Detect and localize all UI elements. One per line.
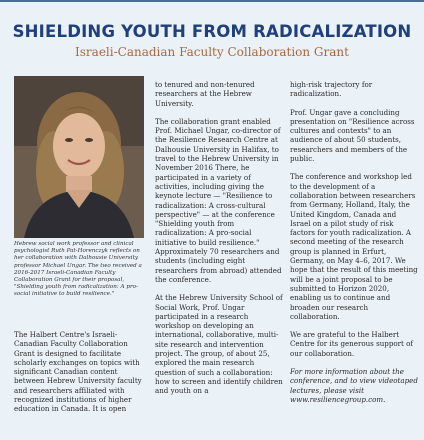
paragraph: The Halbert Centre's Israeli-Canadian Faculty Collaboration Grant is designed to facilitate scholarly exchanges on topics with significant Canadian content between Hebrew University faculty and researchers affiliated with recognized institutions of higher education in Canada. It is open bbox=[14, 330, 142, 414]
column-2 bbox=[155, 80, 283, 405]
paragraph: At the Hebrew University School of Social Work, Prof. Ungar participated in a research workshop on developing an international, collaborative, multi-site research and intervention project. The group, of about 25, explored the main research question of such a collaboration: how to screen and identify children and youth on a bbox=[155, 293, 283, 396]
article-subtitle: Israeli-Canadian Faculty Collaboration Grant bbox=[75, 45, 349, 59]
paragraph: to tenured and non-tenured researchers at the Hebrew University. bbox=[155, 80, 255, 108]
column-3 bbox=[290, 80, 418, 413]
paragraph: Prof. Ungar gave a concluding presentation on "Resilience across cultures and contexts" to an audience of about 50 students, researchers and members of the public. bbox=[290, 107, 415, 164]
photo-caption: Hebrew social work professor and clinical psychologist Ruth Pat-Horenczyk reflects on her collaboration with Dalhousie University professor Michael Ungar. The two received a 2016-2017 Israeli-Canadian Faculty Collaboration Grant for their proposal, "Shielding youth from radicalization: A pro-social initiative to build resilience." bbox=[14, 241, 142, 298]
paragraph: We are grateful to the Halbert Centre for its generous support of our collaboration. bbox=[290, 330, 414, 358]
article-title: SHIELDING YOUTH FROM RADICALIZATION bbox=[12, 22, 412, 41]
column-1 bbox=[14, 330, 146, 423]
paragraph: high-risk trajectory for radicalization. bbox=[290, 80, 373, 99]
paragraph: The conference and workshop led to the development of a collaboration between researchers from Germany, Holland, Italy, the United Kingdom, Canada and Israel on a pilot study of risk factors for youth radicalization. A second meeting of the research group is planned in Erfurt, Germany, on May 4–6, 2017. We hope that the result of this meeting will be a joint proposal to be submitted to Horizon 2020, enabling us to continue and broaden our research collaboration. bbox=[290, 172, 418, 321]
top-rule bbox=[0, 0, 424, 2]
more-info-note: For more information about the conference, and to view videotaped lectures, please visit www.resiliencegroup.com. bbox=[290, 367, 418, 404]
portrait-photo bbox=[14, 76, 144, 238]
paragraph: The collaboration grant enabled Prof. Michael Ungar, co-director of the Resilience Research Centre at Dalhousie University in Halifax, to travel to the Hebrew University in November 2016 There, he participated in a variety of activities, including giving the keynote lecture — "Resilience to radicalization: A cross-cultural perspective" — at the conference "Shielding youth from radicalization: A pro-social initiative to build resilience." Approximately 70 researchers and students (including eight researchers from abroad) attended the conference. bbox=[155, 116, 282, 284]
portrait-illustration bbox=[14, 76, 144, 238]
